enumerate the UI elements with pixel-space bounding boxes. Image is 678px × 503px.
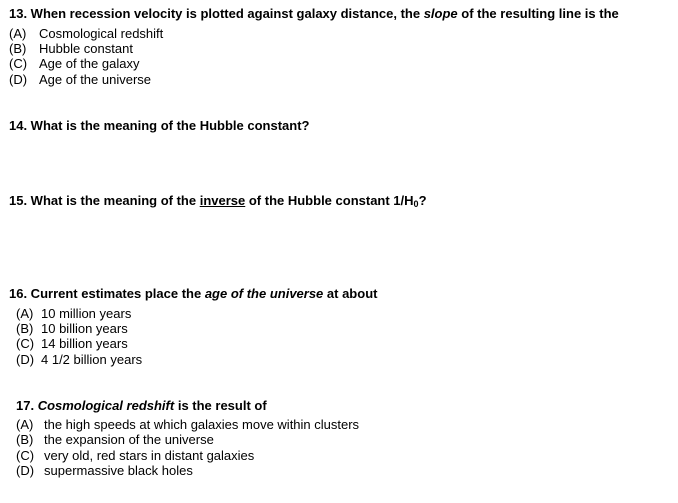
q17-option-b xyxy=(16,432,214,447)
q13-option-c xyxy=(9,56,139,71)
question-15-suffix: ? xyxy=(418,193,427,208)
q13-option-a xyxy=(9,26,163,41)
question-13-emphasis: slope xyxy=(423,6,458,21)
question-15-underlined: inverse xyxy=(199,193,246,208)
question-15-subscript: 0 xyxy=(413,199,419,209)
option-text: Age of the universe xyxy=(39,72,152,87)
q17-option-a xyxy=(16,417,359,432)
option-letter: (D) xyxy=(16,352,35,367)
question-16-emphasis: age of the universe xyxy=(204,286,324,301)
question-15-middle: of the Hubble constant 1/H xyxy=(245,193,414,208)
option-text: supermassive black holes xyxy=(44,463,193,478)
question-17-prefix: 17. xyxy=(16,398,38,413)
option-text: 14 billion years xyxy=(41,336,128,351)
option-text: 10 billion years xyxy=(41,321,128,336)
option-text: very old, red stars in distant galaxies xyxy=(44,448,255,463)
question-14-text: 14. What is the meaning of the Hubble constant? xyxy=(9,118,310,133)
q16-option-a xyxy=(16,306,131,321)
option-letter: (C) xyxy=(16,336,35,351)
q13-option-b xyxy=(9,41,133,56)
q17-option-d xyxy=(16,463,193,478)
option-text: Hubble constant xyxy=(39,41,133,56)
option-text: Age of the galaxy xyxy=(39,56,140,71)
question-16-suffix: at about xyxy=(323,286,378,301)
question-13-prefix: 13. When recession velocity is plotted against galaxy distance, the xyxy=(9,6,424,21)
option-text: the high speeds at which galaxies move within clusters xyxy=(44,417,360,432)
option-letter: (B) xyxy=(16,321,34,336)
option-letter: (B) xyxy=(16,432,34,447)
q17-option-c xyxy=(16,448,254,463)
q16-option-d xyxy=(16,352,142,367)
option-letter: (A) xyxy=(9,26,27,41)
option-text: the expansion of the universe xyxy=(44,432,214,447)
option-letter: (A) xyxy=(16,306,34,321)
question-15-prefix: 15. What is the meaning of the xyxy=(9,193,200,208)
option-text: 10 million years xyxy=(41,306,132,321)
question-16 xyxy=(9,286,377,302)
question-13 xyxy=(9,6,619,22)
q16-option-b xyxy=(16,321,128,336)
option-letter: (C) xyxy=(9,56,28,71)
option-letter: (D) xyxy=(16,463,35,478)
q16-option-c xyxy=(16,336,128,351)
option-letter: (A) xyxy=(16,417,34,432)
question-17 xyxy=(16,398,267,414)
q13-option-d xyxy=(9,72,151,87)
question-13-suffix: of the resulting line is the xyxy=(457,6,619,21)
option-text: 4 1/2 billion years xyxy=(41,352,143,367)
question-15 xyxy=(9,193,427,209)
option-letter: (B) xyxy=(9,41,27,56)
option-letter: (D) xyxy=(9,72,28,87)
question-17-emphasis: Cosmological redshift xyxy=(37,398,175,413)
question-14 xyxy=(9,118,309,134)
option-letter: (C) xyxy=(16,448,35,463)
question-17-suffix: is the result of xyxy=(174,398,267,413)
question-16-prefix: 16. Current estimates place the xyxy=(9,286,205,301)
option-text: Cosmological redshift xyxy=(39,26,164,41)
